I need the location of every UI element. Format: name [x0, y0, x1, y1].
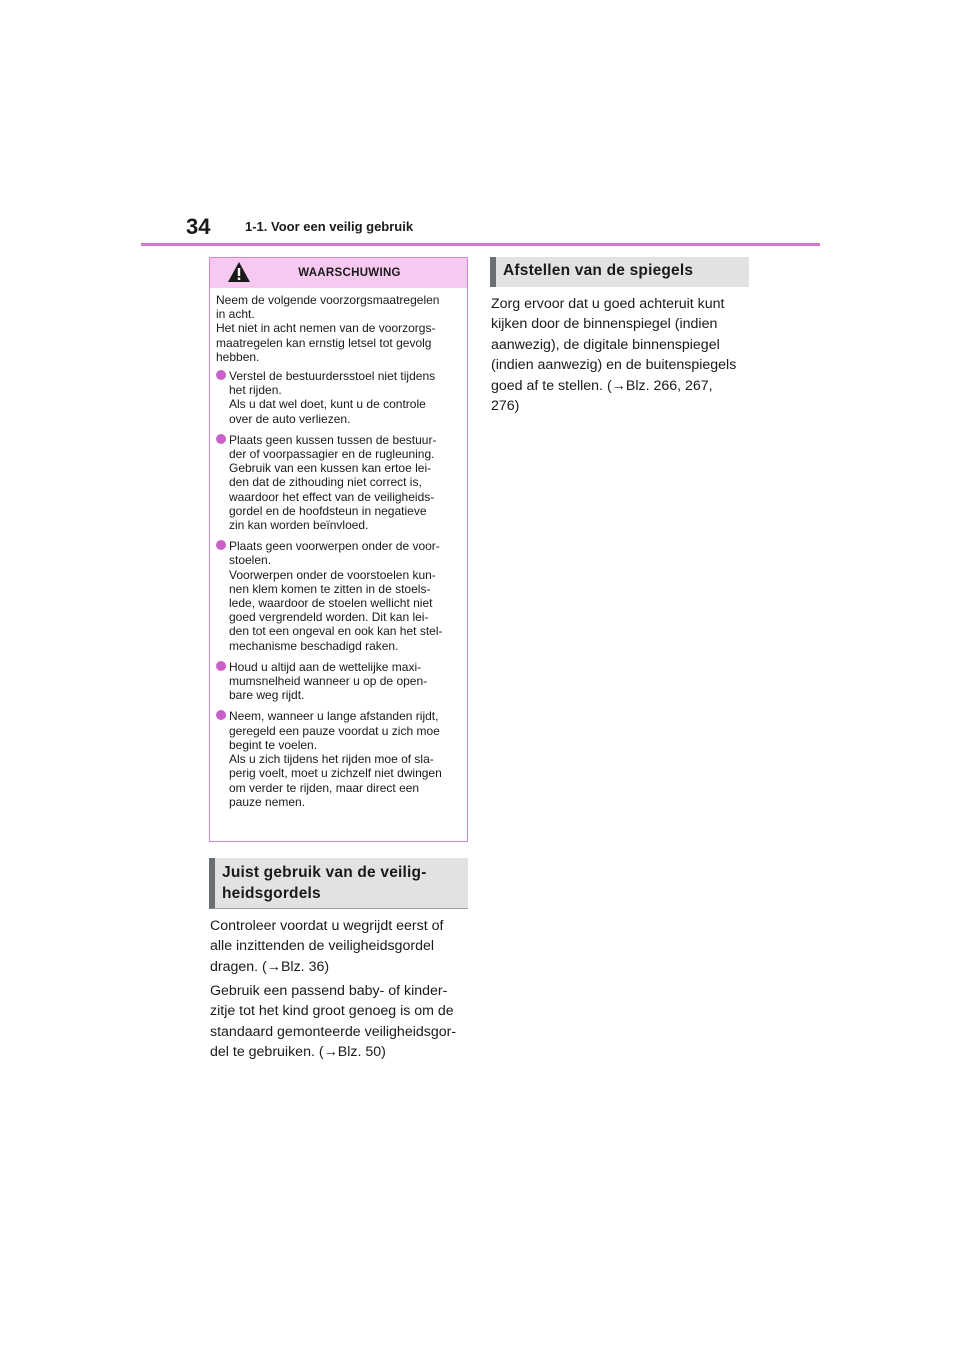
page-number: 34 — [186, 214, 211, 239]
warning-item-text: Verstel de bestuurdersstoel niet tijdens het rijden. Als u dat wel doet, kunt u de controle over de auto verliezen. — [229, 369, 436, 426]
warning-item-text: Neem, wanneer u lange afstanden rijdt, geregeld een pauze voordat u zich moe begint te voelen. Als u zich tijdens het rijden moe of sla- perig voelt, moet u zichzelf niet dwingen om verder te rijden, maar direct een pauze nemen. — [229, 709, 442, 809]
header-rule — [141, 243, 820, 246]
mirrors-paragraph: Zorg ervoor dat u goed achteruit kunt kijken door de binnenspiegel (indien aanwezig), de digitale binnenspiegel (indien aanwezig) en de buitenspiegels goed af te stellen. (→Blz. 266, 267, 276) — [491, 296, 737, 415]
seatbelts-paragraph-1: Controleer voordat u wegrijdt eerst of alle inzittenden de veiligheidsgordel dragen. (→Blz. 36) — [210, 918, 444, 975]
warning-item — [216, 433, 461, 532]
seatbelts-heading: Juist gebruik van de veilig- heidsgordels — [209, 858, 468, 909]
warning-item-text: Plaats geen voorwerpen onder de voor- stoelen. Voorwerpen onder de voorstoelen kun- nen klem komen te zitten in de stoels- lede, waardoor de stoelen wellicht niet goed vergrendeld worden. Dit kan lei- den tot een ongeval en ook kan het stel- mechanisme beschadigd raken. — [229, 539, 443, 653]
warning-item — [216, 539, 461, 653]
warning-triangle-icon — [227, 261, 251, 283]
bullet-icon — [216, 370, 226, 380]
warning-intro: Neem de volgende voorzorgsmaatregelen in acht. Het niet in acht nemen van de voorzorgs- maatregelen kan ernstig letsel tot gevolg hebben. — [216, 293, 440, 364]
bullet-icon — [216, 710, 226, 720]
bullet-icon — [216, 540, 226, 550]
bullet-icon — [216, 434, 226, 444]
bullet-icon — [216, 661, 226, 671]
warning-item-text: Houd u altijd aan de wettelijke maxi- mumsnelheid wanneer u op de open- bare weg rijdt. — [229, 659, 428, 703]
warning-body — [210, 288, 467, 809]
warning-box — [209, 257, 468, 842]
mirrors-heading: Afstellen van de spiegels — [490, 257, 749, 287]
warning-label: WAARSCHUWING — [298, 267, 401, 279]
seatbelts-paragraph-2: Gebruik een passend baby- of kinder- zitje tot het kind groot genoeg is om de standaard gemonteerde veiligheidsgor- del te gebruiken. (→Blz. 50) — [210, 983, 457, 1061]
warning-header — [210, 258, 467, 288]
warning-item — [216, 369, 461, 426]
warning-item — [216, 660, 461, 703]
warning-item-text: Plaats geen kussen tussen de bestuur- der of voorpassagier en de rugleuning. Gebruik van een kussen kan ertoe lei- den dat de zithouding niet correct is, waardoor het effect van de veiligheids- gordel en de hoofdsteun in negatieve zin kan worden beïnvloed. — [229, 432, 437, 533]
section-title: 1-1. Voor een veilig gebruik — [245, 219, 414, 234]
warning-list — [216, 369, 461, 809]
warning-item — [216, 709, 461, 808]
